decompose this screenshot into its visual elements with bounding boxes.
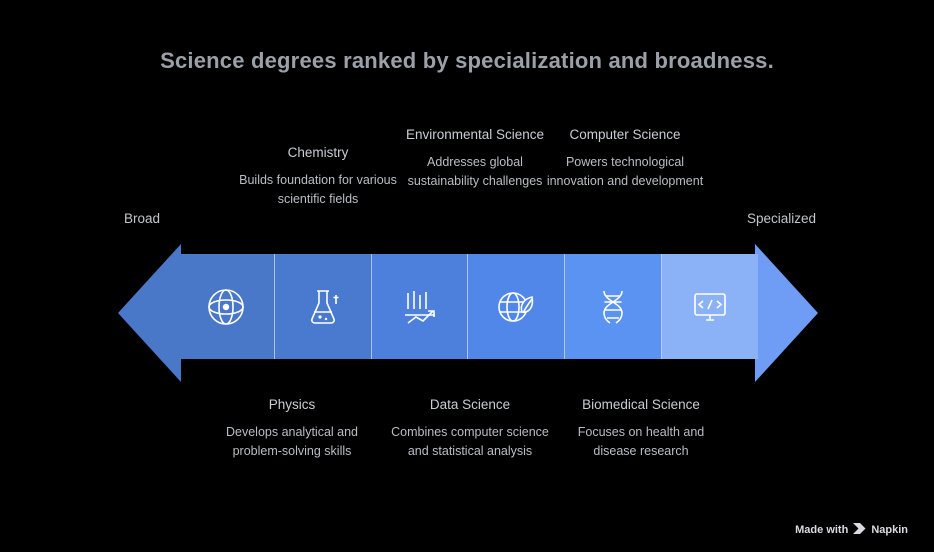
page-title: Science degrees ranked by specialization and broadness. — [160, 48, 774, 73]
callout-data-science — [390, 396, 550, 460]
atom-icon — [198, 279, 254, 335]
segment-environmental-science[interactable] — [468, 254, 565, 359]
callout-data-science-description: Combines computer science and statistical analysis — [391, 425, 549, 458]
segment-computer-science[interactable] — [662, 254, 758, 359]
segment-data-science[interactable] — [372, 254, 469, 359]
segment-chemistry[interactable] — [275, 254, 372, 359]
segment-physics[interactable] — [178, 254, 275, 359]
callout-biomedical-science-description: Focuses on health and disease research — [577, 425, 705, 458]
callout-computer-science — [545, 126, 705, 190]
napkin-logo-icon — [853, 523, 866, 537]
callout-environmental-science — [395, 126, 555, 190]
callout-chemistry — [238, 144, 398, 208]
chart-arrow-icon — [392, 279, 448, 335]
spectrum-arrow-band — [118, 254, 818, 372]
callout-computer-science-title: Computer Science — [569, 127, 681, 142]
callout-computer-science-description: Powers technological innovation and development — [546, 155, 704, 188]
footer-made-with-label: Made with — [795, 524, 849, 536]
callout-biomedical-science-title: Biomedical Science — [582, 397, 700, 412]
callout-environmental-science-description: Addresses global sustainability challenges — [407, 155, 543, 188]
footer-brand-label: Napkin — [871, 524, 908, 536]
callout-physics-title: Physics — [268, 397, 316, 412]
footer-attribution — [795, 523, 908, 537]
segment-list — [178, 254, 758, 359]
axis-label-broad: Broad — [124, 211, 161, 226]
monitor-code-icon — [682, 279, 738, 335]
callout-biomedical-science — [561, 396, 721, 460]
callout-physics — [212, 396, 372, 460]
axis-label-specialized: Specialized — [747, 211, 817, 226]
dna-icon — [585, 279, 641, 335]
arrow-head-right-icon — [755, 244, 818, 382]
callout-physics-description: Develops analytical and problem-solving skills — [225, 425, 359, 458]
arrow-head-left-icon — [118, 244, 181, 382]
callout-environmental-science-title: Environmental Science — [405, 127, 545, 142]
callout-chemistry-title: Chemistry — [287, 145, 349, 160]
callout-chemistry-description: Builds foundation for various scientific fields — [239, 173, 397, 206]
segment-biomedical-science[interactable] — [565, 254, 662, 359]
beaker-icon — [295, 279, 351, 335]
globe-leaf-icon — [488, 279, 544, 335]
callout-data-science-title: Data Science — [429, 397, 511, 412]
